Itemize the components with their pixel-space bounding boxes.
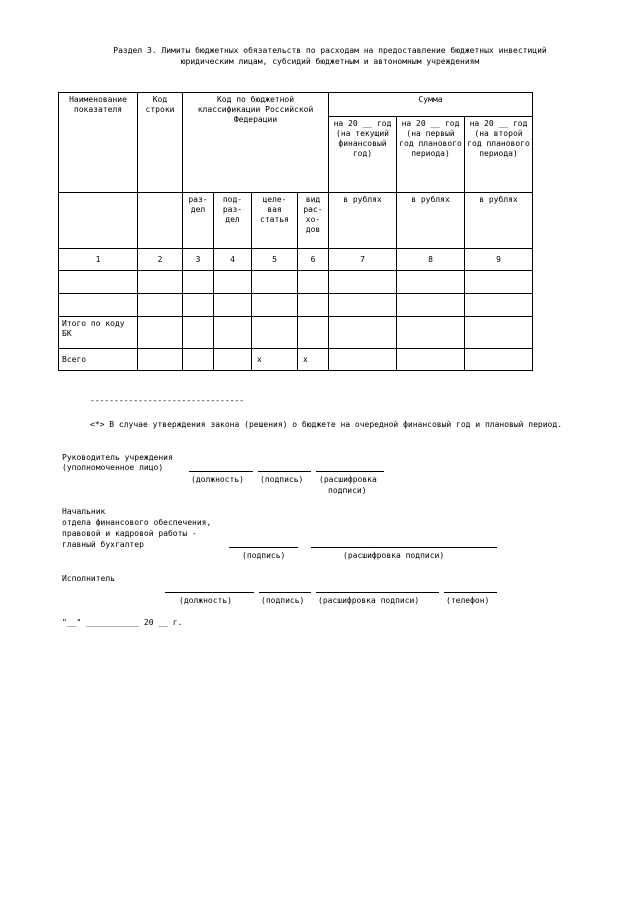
footnote-divider: --------------------------------	[90, 396, 245, 405]
column-number: 2	[138, 249, 183, 271]
header-sum: Сумма	[329, 93, 533, 117]
column-number: 8	[397, 249, 465, 271]
table-cell[interactable]	[59, 294, 138, 317]
row-label-vsego: Всего	[59, 349, 138, 371]
chief-decoding-caption: (расшифровка подписи)	[343, 551, 445, 560]
heading-line-1: Раздел 3. Лимиты бюджетных обязательств по расходам на предоставление бюджетных инвестиций	[113, 46, 547, 55]
chief-line-2: отдела финансового обеспечения,	[62, 518, 212, 527]
table-cell[interactable]	[59, 271, 138, 294]
head-decoding-line[interactable]	[316, 471, 384, 472]
header-row-code: Код строки	[138, 93, 183, 193]
executor-decoding-caption: (расшифровка подписи)	[318, 596, 420, 605]
chief-decoding-line[interactable]	[311, 547, 497, 548]
empty-cell	[138, 193, 183, 249]
empty-cell	[59, 193, 138, 249]
executor-phone-caption: (телефон)	[446, 596, 490, 605]
head-position-caption: (должность)	[191, 475, 244, 484]
head-title-line-2: (уполномоченное лицо)	[62, 463, 164, 472]
column-number: 7	[329, 249, 397, 271]
header-podrazdel: под- раз- дел	[214, 193, 252, 249]
column-number: 6	[298, 249, 329, 271]
table-cell[interactable]	[298, 317, 329, 349]
executor-position-caption: (должность)	[179, 596, 232, 605]
head-signature-caption: (подпись)	[260, 475, 304, 484]
heading-line-2: юридическим лицам, субсидий бюджетным и автономным учреждениям	[180, 57, 480, 66]
column-number: 4	[214, 249, 252, 271]
table-row	[59, 271, 533, 294]
table-cell[interactable]	[183, 294, 214, 317]
table-cell[interactable]	[214, 317, 252, 349]
table-cell[interactable]	[397, 271, 465, 294]
executor-signature-line[interactable]	[259, 592, 311, 593]
table-row	[59, 294, 533, 317]
table-cell[interactable]	[252, 317, 298, 349]
table-cell[interactable]	[298, 294, 329, 317]
table-cell[interactable]	[138, 271, 183, 294]
table-cell[interactable]	[138, 317, 183, 349]
table-cell[interactable]	[465, 271, 533, 294]
header-indicator-name: Наименование показателя	[59, 93, 138, 193]
chief-line-1: Начальник	[62, 507, 106, 516]
header-target-item: целе- вая статья	[252, 193, 298, 249]
head-decoding-caption-2: подписи)	[328, 486, 367, 495]
table-cell[interactable]	[183, 349, 214, 371]
section-heading	[40, 45, 620, 67]
head-position-line[interactable]	[189, 471, 253, 472]
table-cell[interactable]	[465, 317, 533, 349]
table-cell[interactable]	[329, 349, 397, 371]
table-row-vsego	[59, 349, 533, 371]
column-number: 5	[252, 249, 298, 271]
table-cell[interactable]	[329, 271, 397, 294]
header-razdel: раз- дел	[183, 193, 214, 249]
header-rubles-2: в рублях	[397, 193, 465, 249]
table-cell[interactable]	[214, 349, 252, 371]
row-label-itogo: Итого по коду БК	[59, 317, 138, 349]
table-cell[interactable]	[397, 317, 465, 349]
executor-phone-line[interactable]	[444, 592, 497, 593]
head-decoding-caption-1: (расшифровка	[319, 475, 377, 484]
header-current-year: на 20 __ год (на текущий финансовый год)	[329, 117, 397, 193]
x-mark: x	[298, 349, 329, 371]
executor-label: Исполнитель	[62, 574, 115, 583]
header-rubles-3: в рублях	[465, 193, 533, 249]
table-row-itogo	[59, 317, 533, 349]
table-cell[interactable]	[183, 271, 214, 294]
column-number: 3	[183, 249, 214, 271]
head-signature-line[interactable]	[258, 471, 311, 472]
column-number: 1	[59, 249, 138, 271]
limits-table	[58, 92, 533, 371]
chief-signature-line[interactable]	[229, 547, 298, 548]
chief-signature-caption: (подпись)	[242, 551, 286, 560]
date-line[interactable]: "__" ___________ 20 __ г.	[62, 618, 183, 627]
table-cell[interactable]	[214, 271, 252, 294]
executor-decoding-line[interactable]	[316, 592, 439, 593]
x-mark: x	[252, 349, 298, 371]
table-cell[interactable]	[397, 349, 465, 371]
header-expense-type: вид рас- хо- дов	[298, 193, 329, 249]
table-cell[interactable]	[465, 349, 533, 371]
table-cell[interactable]	[329, 294, 397, 317]
chief-line-3: правовой и кадровой работы -	[62, 529, 197, 538]
header-first-plan-year: на 20 __ год (на первый год планового периода)	[397, 117, 465, 193]
table-cell[interactable]	[465, 294, 533, 317]
chief-line-4: главный бухгалтер	[62, 540, 144, 549]
header-budget-classification: Код по бюджетной классификации Российской Федерации	[183, 93, 329, 193]
table-cell[interactable]	[329, 317, 397, 349]
table-cell[interactable]	[214, 294, 252, 317]
table-cell[interactable]	[252, 271, 298, 294]
table-cell[interactable]	[397, 294, 465, 317]
table-cell[interactable]	[138, 294, 183, 317]
header-second-plan-year: на 20 __ год (на второй год планового периода)	[465, 117, 533, 193]
footnote-text: <*> В случае утверждения закона (решения) о бюджете на очередной финансовый год и плановый период.	[90, 420, 563, 429]
head-title-line-1: Руководитель учреждения	[62, 453, 173, 462]
executor-signature-caption: (подпись)	[261, 596, 305, 605]
table-cell[interactable]	[298, 271, 329, 294]
header-rubles-1: в рублях	[329, 193, 397, 249]
table-cell[interactable]	[138, 349, 183, 371]
table-cell[interactable]	[252, 294, 298, 317]
table-cell[interactable]	[183, 317, 214, 349]
executor-position-line[interactable]	[165, 592, 254, 593]
column-number: 9	[465, 249, 533, 271]
